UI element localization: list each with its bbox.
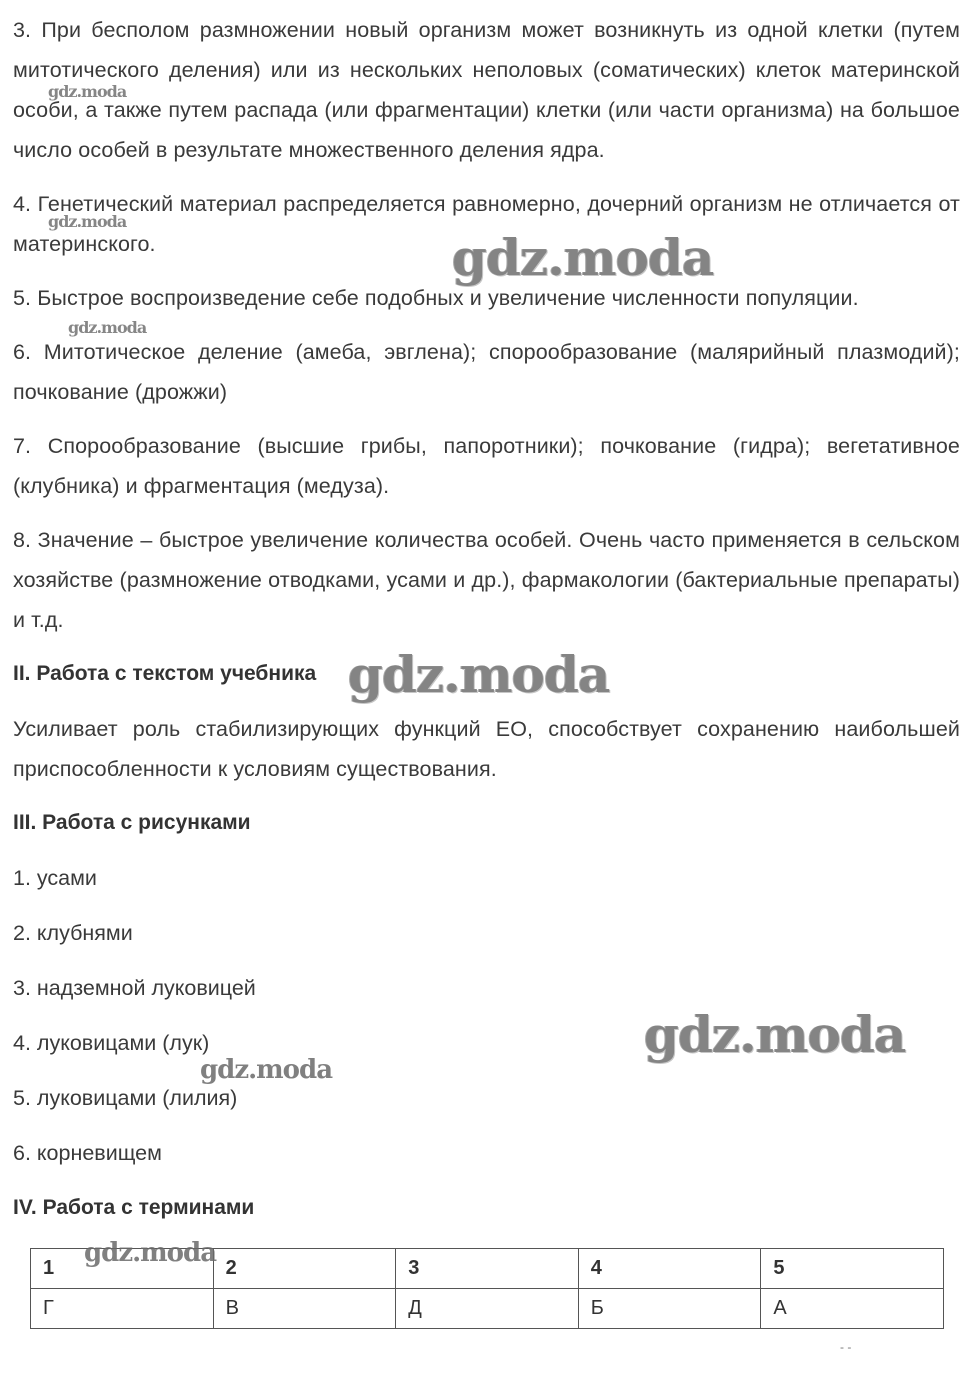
watermark-logo: gdz.moda — [48, 212, 127, 231]
terms-table-answer-row — [31, 1289, 944, 1329]
answer-paragraph-3: 3. При бесполом размножении новый организм может возникнуть из одной клетки (путем митотического деления) или из нескольких неполовых (соматических) клеток материнской особи, а также путем распада (или фрагментации) клетки (или части организма) на большое число особей в результате множественного деления ядра. — [13, 18, 960, 162]
figure-answer-3: 3. надземной луковицей — [13, 976, 256, 1000]
watermark-logo: gdz.moda — [200, 1055, 333, 1085]
terms-header-cell: 3 — [396, 1249, 579, 1289]
answer-paragraph-6: 6. Митотическое деление (амеба, эвглена); спорообразование (малярийный плазмодий); почкование (дрожжи) — [13, 340, 960, 404]
watermark-logo: gdz.moda — [48, 82, 127, 101]
terms-header-cell: 4 — [578, 1249, 761, 1289]
terms-header-cell: 2 — [213, 1249, 396, 1289]
section-3-heading: III. Работа с рисунками — [13, 811, 251, 834]
watermark-logo: gdz.moda — [452, 228, 714, 287]
watermark-logo: gdz.moda — [84, 1238, 217, 1268]
watermark-logo: gdz.moda — [68, 318, 147, 337]
terms-answer-cell: А — [761, 1289, 944, 1329]
figure-answer-2: 2. клубнями — [13, 921, 133, 945]
terms-answer-cell: В — [213, 1289, 396, 1329]
page-corner-mark: - - — [840, 1340, 852, 1354]
section-2-heading: II. Работа с текстом учебника — [13, 662, 317, 685]
watermark-logo: gdz.moda — [348, 645, 610, 704]
section-4-heading: IV. Работа с терминами — [13, 1196, 255, 1219]
terms-answer-cell: Б — [578, 1289, 761, 1329]
section-2-text: Усиливает роль стабилизирующих функций ЕО, способствует сохранению наибольшей приспособленности к условиям существования. — [13, 717, 960, 781]
answer-paragraph-7: 7. Спорообразование (высшие грибы, папоротники); почкование (гидра); вегетативное (клубника) и фрагментация (медуза). — [13, 434, 960, 498]
answer-paragraph-5: 5. Быстрое воспроизведение себе подобных и увеличение численности популяции. — [13, 286, 859, 310]
answer-paragraph-4: 4. Генетический материал распределяется равномерно, дочерний организм не отличается от материнского. — [13, 192, 960, 256]
figure-answer-4: 4. луковицами (лук) — [13, 1031, 210, 1055]
figure-answer-1: 1. усами — [13, 866, 97, 890]
terms-answer-cell: Д — [396, 1289, 579, 1329]
answer-paragraph-8: 8. Значение – быстрое увеличение количества особей. Очень часто применяется в сельском хозяйстве (размножение отводками, усами и др.), фармакологии (бактериальные препараты) и т.д. — [13, 528, 960, 632]
terms-header-cell: 5 — [761, 1249, 944, 1289]
terms-header-cell: 1 — [31, 1249, 214, 1289]
watermark-logo: gdz.moda — [644, 1005, 906, 1064]
figure-answer-6: 6. корневищем — [13, 1141, 162, 1165]
terms-answer-cell: Г — [31, 1289, 214, 1329]
figure-answer-5: 5. луковицами (лилия) — [13, 1086, 238, 1110]
